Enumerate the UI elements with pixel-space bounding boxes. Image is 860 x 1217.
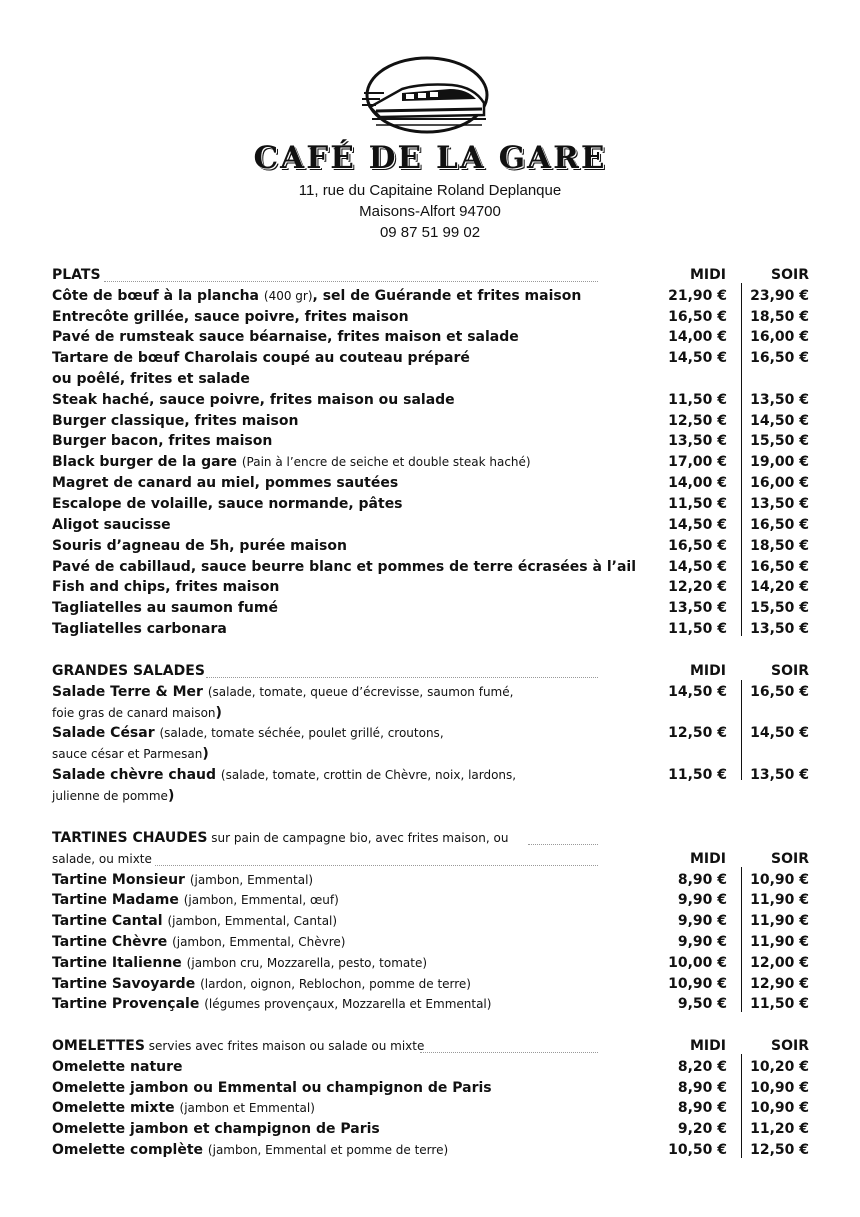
price-soir: 14,50 € bbox=[750, 725, 809, 741]
price-soir: 10,90 € bbox=[750, 1080, 809, 1096]
price-midi: 8,20 € bbox=[677, 1059, 727, 1075]
price-soir: 16,50 € bbox=[750, 684, 809, 700]
phone-number: 09 87 51 99 02 bbox=[379, 224, 481, 241]
train-logo-icon bbox=[362, 55, 492, 140]
item-name: Omelette jambon ou Emmental ou champignon de Paris bbox=[52, 1080, 492, 1096]
price-midi: 11,50 € bbox=[668, 621, 727, 637]
dotted-leader bbox=[206, 677, 598, 678]
price-soir: 12,90 € bbox=[750, 976, 809, 992]
item-name: Pavé de cabillaud, sauce beurre blanc et pommes de terre écrasées à l’ail bbox=[52, 559, 636, 575]
price-midi: 17,00 € bbox=[668, 454, 727, 470]
item-name: Tagliatelles au saumon fumé bbox=[52, 600, 278, 616]
item-name: Pavé de rumsteak sauce béarnaise, frites maison et salade bbox=[52, 329, 519, 345]
menu-item bbox=[0, 870, 860, 891]
menu-item bbox=[0, 411, 860, 432]
menu-item bbox=[0, 494, 860, 515]
column-soir: SOIR bbox=[771, 663, 809, 679]
item-name: Magret de canard au miel, pommes sautées bbox=[52, 475, 399, 491]
item-description: foie gras de canard maison) bbox=[52, 705, 222, 721]
item-name: Black burger de la gare (Pain à l’encre de seiche et double steak haché) bbox=[52, 454, 531, 470]
menu-item-continuation bbox=[0, 369, 860, 390]
menu-item bbox=[0, 682, 860, 703]
price-midi: 11,50 € bbox=[668, 496, 727, 512]
price-midi: 11,50 € bbox=[668, 767, 727, 783]
dotted-leader bbox=[528, 844, 598, 845]
price-soir: 14,50 € bbox=[750, 413, 809, 429]
menu-item-continuation bbox=[0, 786, 860, 807]
address-city: Maisons-Alfort 94700 bbox=[359, 203, 501, 220]
price-midi: 9,90 € bbox=[677, 934, 727, 950]
menu-item bbox=[0, 557, 860, 578]
price-soir: 19,00 € bbox=[750, 454, 809, 470]
menu-item bbox=[0, 911, 860, 932]
menu-item bbox=[0, 974, 860, 995]
section-title: PLATS bbox=[52, 267, 101, 283]
price-soir: 10,90 € bbox=[750, 872, 809, 888]
item-name: ou poêlé, frites et salade bbox=[52, 371, 250, 387]
price-midi: 8,90 € bbox=[677, 1080, 727, 1096]
menu-item bbox=[0, 723, 860, 744]
price-midi: 11,50 € bbox=[668, 392, 727, 408]
price-midi: 9,90 € bbox=[677, 892, 727, 908]
item-name: Salade Terre & Mer (salade, tomate, queue d’écrevisse, saumon fumé, bbox=[52, 684, 514, 700]
menu-item bbox=[0, 932, 860, 953]
price-soir: 12,00 € bbox=[750, 955, 809, 971]
menu-item bbox=[0, 577, 860, 598]
menu-item bbox=[0, 348, 860, 369]
menu-item bbox=[0, 1119, 860, 1140]
menu-item bbox=[0, 327, 860, 348]
item-name: Tartare de bœuf Charolais coupé au couteau préparé bbox=[52, 350, 470, 366]
price-midi: 16,50 € bbox=[668, 538, 727, 554]
price-soir: 11,20 € bbox=[750, 1121, 809, 1137]
price-midi: 16,50 € bbox=[668, 309, 727, 325]
section-title: TARTINES CHAUDES sur pain de campagne bio, avec frites maison, ou bbox=[52, 830, 509, 846]
item-name: Entrecôte grillée, sauce poivre, frites maison bbox=[52, 309, 409, 325]
item-description: julienne de pomme) bbox=[52, 788, 175, 804]
price-midi: 10,50 € bbox=[668, 1142, 727, 1158]
column-midi: MIDI bbox=[690, 267, 726, 283]
price-midi: 14,50 € bbox=[668, 350, 727, 366]
price-midi: 13,50 € bbox=[668, 600, 727, 616]
column-midi: MIDI bbox=[690, 851, 726, 867]
price-midi: 13,50 € bbox=[668, 433, 727, 449]
item-name: Escalope de volaille, sauce normande, pâtes bbox=[52, 496, 403, 512]
item-name: Omelette nature bbox=[52, 1059, 183, 1075]
price-soir: 18,50 € bbox=[750, 538, 809, 554]
item-name: Burger bacon, frites maison bbox=[52, 433, 273, 449]
item-name: Burger classique, frites maison bbox=[52, 413, 299, 429]
menu-item bbox=[0, 473, 860, 494]
price-soir: 14,20 € bbox=[750, 579, 809, 595]
price-soir: 10,20 € bbox=[750, 1059, 809, 1075]
item-name: Salade chèvre chaud (salade, tomate, crottin de Chèvre, noix, lardons, bbox=[52, 767, 517, 783]
price-midi: 9,90 € bbox=[677, 913, 727, 929]
address-street: 11, rue du Capitaine Roland Deplanque bbox=[298, 182, 562, 199]
menu-item bbox=[0, 1078, 860, 1099]
menu-item bbox=[0, 619, 860, 640]
item-name: Tartine Madame (jambon, Emmental, œuf) bbox=[52, 892, 339, 908]
dotted-leader bbox=[155, 865, 598, 866]
price-soir: 23,90 € bbox=[750, 288, 809, 304]
column-midi: MIDI bbox=[690, 1038, 726, 1054]
dotted-leader bbox=[104, 281, 598, 282]
menu-item bbox=[0, 890, 860, 911]
item-name: Tagliatelles carbonara bbox=[52, 621, 227, 637]
price-soir: 11,50 € bbox=[750, 996, 809, 1012]
menu-item bbox=[0, 307, 860, 328]
menu-item bbox=[0, 765, 860, 786]
menu-item bbox=[0, 452, 860, 473]
section-subtitle: salade, ou mixte bbox=[52, 852, 152, 866]
menu-item bbox=[0, 536, 860, 557]
column-soir: SOIR bbox=[771, 851, 809, 867]
menu-item bbox=[0, 994, 860, 1015]
item-name: Tartine Chèvre (jambon, Emmental, Chèvre) bbox=[52, 934, 346, 950]
menu-item-continuation bbox=[0, 703, 860, 724]
price-soir: 10,90 € bbox=[750, 1100, 809, 1116]
price-midi: 12,20 € bbox=[668, 579, 727, 595]
column-soir: SOIR bbox=[771, 267, 809, 283]
item-name: Côte de bœuf à la plancha (400 gr), sel de Guérande et frites maison bbox=[52, 288, 582, 304]
price-soir: 18,50 € bbox=[750, 309, 809, 325]
restaurant-name: CAFÉ DE LA GARE bbox=[253, 140, 607, 176]
item-name: Tartine Savoyarde (lardon, oignon, Reblochon, pomme de terre) bbox=[52, 976, 471, 992]
menu-item bbox=[0, 1057, 860, 1078]
item-name: Fish and chips, frites maison bbox=[52, 579, 280, 595]
price-midi: 8,90 € bbox=[677, 872, 727, 888]
menu-item bbox=[0, 953, 860, 974]
price-soir: 16,50 € bbox=[750, 350, 809, 366]
price-soir: 13,50 € bbox=[750, 621, 809, 637]
menu-item bbox=[0, 515, 860, 536]
price-midi: 12,50 € bbox=[668, 725, 727, 741]
column-midi: MIDI bbox=[690, 663, 726, 679]
price-soir: 13,50 € bbox=[750, 392, 809, 408]
menu-item bbox=[0, 431, 860, 452]
price-soir: 11,90 € bbox=[750, 892, 809, 908]
price-midi: 8,90 € bbox=[677, 1100, 727, 1116]
menu-item bbox=[0, 286, 860, 307]
item-name: Omelette complète (jambon, Emmental et pomme de terre) bbox=[52, 1142, 449, 1158]
item-name: Tartine Cantal (jambon, Emmental, Cantal) bbox=[52, 913, 338, 929]
price-soir: 16,50 € bbox=[750, 559, 809, 575]
price-soir: 16,00 € bbox=[750, 329, 809, 345]
menu-item bbox=[0, 1140, 860, 1161]
menu-item bbox=[0, 598, 860, 619]
price-soir: 13,50 € bbox=[750, 496, 809, 512]
price-soir: 15,50 € bbox=[750, 600, 809, 616]
price-midi: 14,00 € bbox=[668, 329, 727, 345]
dotted-leader bbox=[420, 1052, 598, 1053]
menu-item bbox=[0, 1098, 860, 1119]
price-midi: 14,50 € bbox=[668, 559, 727, 575]
item-name: Omelette jambon et champignon de Paris bbox=[52, 1121, 380, 1137]
item-name: Aligot saucisse bbox=[52, 517, 171, 533]
menu-item bbox=[0, 390, 860, 411]
price-soir: 16,00 € bbox=[750, 475, 809, 491]
price-soir: 15,50 € bbox=[750, 433, 809, 449]
price-midi: 14,50 € bbox=[668, 517, 727, 533]
price-midi: 21,90 € bbox=[668, 288, 727, 304]
menu-item-continuation bbox=[0, 744, 860, 765]
price-midi: 14,00 € bbox=[668, 475, 727, 491]
section-title: OMELETTES servies avec frites maison ou salade ou mixte bbox=[52, 1038, 425, 1054]
price-midi: 9,20 € bbox=[677, 1121, 727, 1137]
item-name: Souris d’agneau de 5h, purée maison bbox=[52, 538, 347, 554]
price-midi: 9,50 € bbox=[677, 996, 727, 1012]
price-soir: 16,50 € bbox=[750, 517, 809, 533]
section-title: GRANDES SALADES bbox=[52, 663, 205, 679]
item-name: Omelette mixte (jambon et Emmental) bbox=[52, 1100, 315, 1116]
item-name: Tartine Italienne (jambon cru, Mozzarella, pesto, tomate) bbox=[52, 955, 428, 971]
price-soir: 13,50 € bbox=[750, 767, 809, 783]
price-midi: 12,50 € bbox=[668, 413, 727, 429]
price-soir: 11,90 € bbox=[750, 913, 809, 929]
item-description: sauce césar et Parmesan) bbox=[52, 746, 209, 762]
column-soir: SOIR bbox=[771, 1038, 809, 1054]
item-name: Tartine Provençale (légumes provençaux, Mozzarella et Emmental) bbox=[52, 996, 492, 1012]
item-name: Tartine Monsieur (jambon, Emmental) bbox=[52, 872, 314, 888]
price-soir: 12,50 € bbox=[750, 1142, 809, 1158]
item-name: Salade César (salade, tomate séchée, poulet grillé, croutons, bbox=[52, 725, 444, 741]
price-midi: 10,90 € bbox=[668, 976, 727, 992]
price-soir: 11,90 € bbox=[750, 934, 809, 950]
price-midi: 10,00 € bbox=[668, 955, 727, 971]
price-midi: 14,50 € bbox=[668, 684, 727, 700]
item-name: Steak haché, sauce poivre, frites maison ou salade bbox=[52, 392, 455, 408]
